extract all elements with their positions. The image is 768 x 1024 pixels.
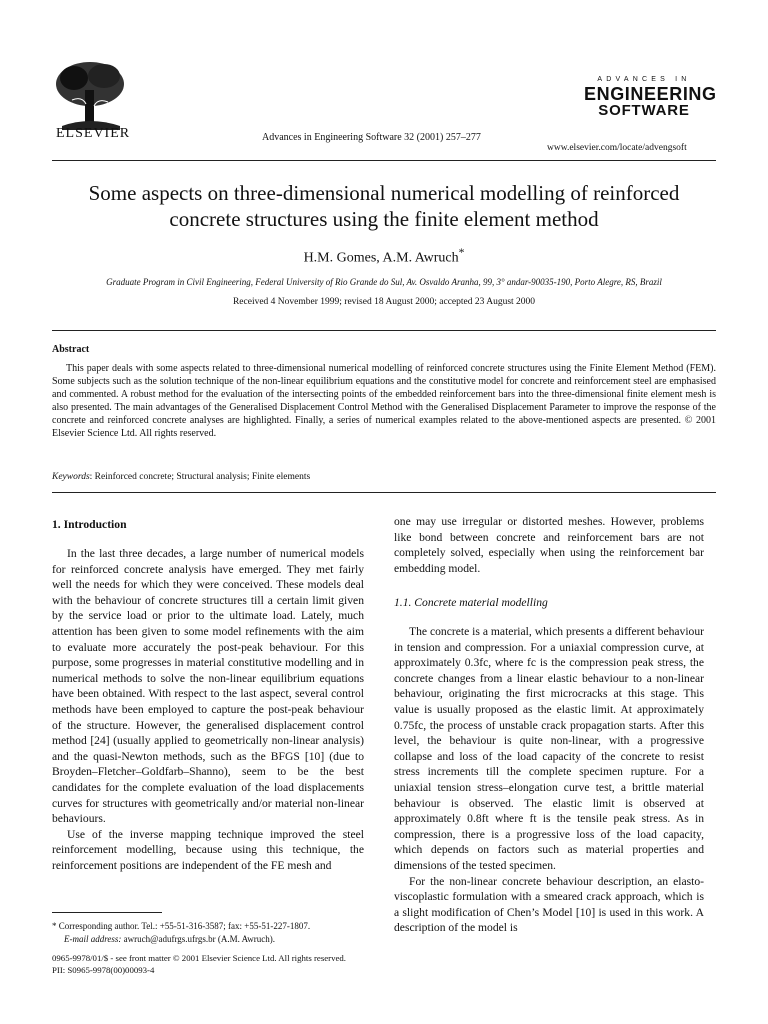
journal-brand xyxy=(584,76,717,119)
title-line-2: concrete structures using the finite element method xyxy=(169,207,599,231)
footnote xyxy=(52,920,382,946)
author-names: H.M. Gomes, A.M. Awruch xyxy=(303,250,459,266)
title-line-1: Some aspects on three-dimensional numerical modelling of reinforced xyxy=(88,181,680,205)
publisher-name: ELSEVIER xyxy=(56,126,131,141)
authors xyxy=(52,246,716,267)
brand-line-1: ADVANCES IN xyxy=(597,76,691,83)
right-column-top xyxy=(394,514,704,576)
email-address[interactable]: awruch@adufrgs.ufrgs.br (A.M. Awruch). xyxy=(121,934,276,944)
email-label: E-mail address: xyxy=(64,934,122,944)
header-rule xyxy=(52,160,716,161)
brand-line-2: ENGINEERING xyxy=(584,84,717,104)
concrete-paragraph-2: For the non-linear concrete behaviour description, an elasto-viscoplastic formulation with a smeared crack approach, which is a slight modification of Chen’s Model [10] is used in this work. A description of the model is xyxy=(394,874,704,935)
abstract-heading: Abstract xyxy=(52,344,90,355)
left-column xyxy=(52,546,364,873)
keywords xyxy=(52,472,310,482)
keywords-label: Keywords xyxy=(52,472,90,482)
abstract-top-rule xyxy=(52,330,716,331)
journal-citation: Advances in Engineering Software 32 (2001) 257–277 xyxy=(262,132,481,143)
abstract-text: This paper deals with some aspects related to three-dimensional numerical modelling of reinforced concrete structures using the Finite Element Method (FEM). Some subjects such as the solution technique of the non-linear equilibrium equations and the constitutive model for concrete and reinforcement steel are emphasised and commented. A robust method for the evaluation of the intersecting points of the embedded reinforcement bars into the three-dimensional finite element mesh is also presented. The main advantages of the Generalised Displacement Control Method with the Generalised Displacement Parameter to improve the response of the concrete and reinforced concrete analyses are highlighted. Finally, a series of numerical examples related to the above-mentioned aspects are presented. © 2001 Elsevier Science Ltd. All rights reserved. xyxy=(52,363,716,439)
keywords-list: : Reinforced concrete; Structural analysis; Finite elements xyxy=(89,472,311,482)
intro-paragraph-1: In the last three decades, a large number of numerical models for reinforced concrete analysis have emerged. They met fairly well the needs for which they were conceived. These models deal with the behaviour of concrete structures till a certain limit given by the service load or prior to the ultimate load. Lately, much attention has been given to some model refinements with the aim to evaluate more accurately the post-peak behaviour. For this purpose, some progresses in material constitutive modelling and in numerical methods to solve the non-linear equilibrium equations have been obtained. With respect to the last aspect, several control methods have been employed to capture the post-peak behaviour of the structure. However, the generalised displacement control method [24] (usually applied to geometrically non-linear analysis) and the quasi-Newton methods, such as the BFGS [10] (due to Broyden–Fletcher–Goldfarb–Shanno), seem to be the best candidates for the complete evaluation of the load displacements curves for structures with geometrically and/or material non-linear behaviours. xyxy=(52,547,364,826)
corresponding-author-note: * Corresponding author. Tel.: +55-51-316-3587; fax: +55-51-227-1807. xyxy=(52,921,311,931)
concrete-paragraph-1: The concrete is a material, which presents a different behaviour in tension and compression. For a uniaxial compression curve, at approximately 0.3fc, where fc is the compression peak stress, the concrete changes from a linear elastic behaviour to a non-linear behaviour, originating the first microcracks at this stage. This value is usually proposed as the elastic limit. At approximately 0.75fc, the process of unstable crack propagation starts. After this level, the behaviour is quite non-linear, with a progressive collapse and loss of the load capacity of the concrete to resist stress increments till the complete specimen rupture. For a uniaxial tension stress–elongation curve test, a brittle material behaviour is observed. The elastic limit is observed at approximately 0.8ft where ft is the tensile peak stress. As in compression, there is a progressive loss of the load capacity, which depends on factors such as material properties and dimensions of the tested specimen. xyxy=(394,625,704,872)
article-title xyxy=(52,180,716,232)
subsection-heading-concrete-modelling: 1.1. Concrete material modelling xyxy=(394,596,548,609)
section-heading-introduction: 1. Introduction xyxy=(52,518,127,531)
copyright-footer xyxy=(52,952,346,976)
intro-continuation: one may use irregular or distorted meshes. However, problems like bond between concrete and reinforcement bars are not completely solved, especially when using the reinforcement bar embedding model. xyxy=(394,515,704,575)
affiliation: Graduate Program in Civil Engineering, Federal University of Rio Grande do Sul, Av. Osvaldo Aranha, 99, 3° andar-90035-190, Porto Alegre, RS, Brazil xyxy=(106,277,662,287)
elsevier-tree-logo-icon xyxy=(52,60,128,132)
footnote-rule xyxy=(52,912,162,913)
right-column xyxy=(394,624,704,936)
intro-paragraph-2: Use of the inverse mapping technique improved the steel reinforcement modelling, because using this technique, the reinforcement positions are independent of the FE mesh and xyxy=(52,827,364,872)
issn-line: 0965-9978/01/$ - see front matter © 2001 Elsevier Science Ltd. All rights reserved. xyxy=(52,953,346,963)
received-dates: Received 4 November 1999; revised 18 August 2000; accepted 23 August 2000 xyxy=(232,297,536,307)
journal-url[interactable]: www.elsevier.com/locate/advengsoft xyxy=(547,143,687,153)
abstract-bottom-rule xyxy=(52,492,716,493)
pii-line: PII: S0965-9978(00)00093-4 xyxy=(52,965,155,975)
brand-line-3: SOFTWARE xyxy=(598,102,690,119)
corresponding-author-mark: * xyxy=(458,246,465,259)
